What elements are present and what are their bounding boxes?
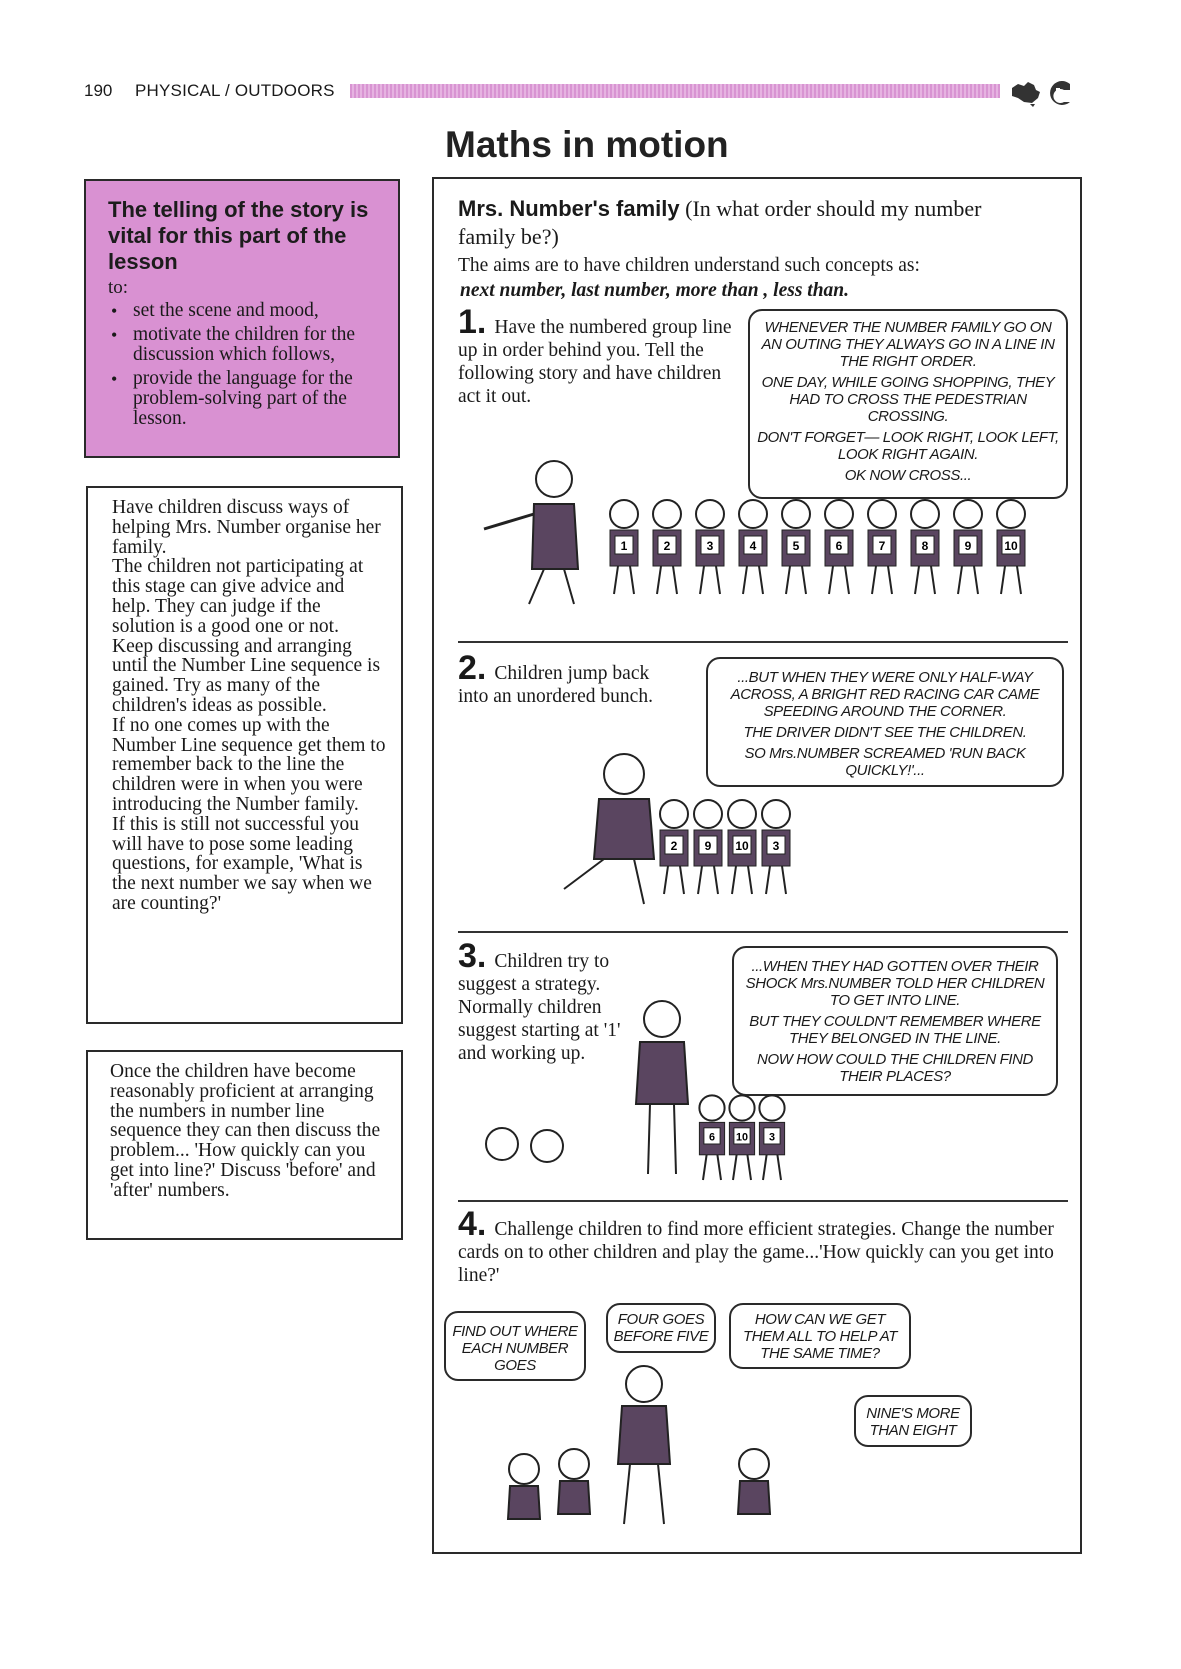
- child-legs: [766, 866, 786, 894]
- child-head: [694, 800, 722, 828]
- child-legs: [743, 566, 763, 594]
- number-card-label: 10: [735, 1131, 749, 1144]
- number-card-label: 1: [620, 539, 628, 553]
- discussion-paragraph: The children not participating at this stage can give advice and help. They can judge if the solution is a good one or not.: [112, 556, 364, 637]
- child-legs: [657, 566, 677, 594]
- bubble-line: BUT THEY COULDN'T REMEMBER WHERE THEY BELONGED IN THE LINE.: [749, 1013, 1041, 1047]
- child-legs: [698, 866, 718, 894]
- discussion-box: [86, 486, 403, 1024]
- concepts-text: next number, last number, more than , less than.: [460, 280, 850, 301]
- number-card-label: 10: [1004, 539, 1018, 553]
- step-number: 4.: [458, 1205, 487, 1243]
- step-4: [458, 1205, 1063, 1287]
- step-description: Children jump back into an unordered bunch.: [458, 663, 653, 707]
- child-with-number-card: [997, 500, 1025, 594]
- section-label: PHYSICAL / OUTDOORS: [135, 81, 335, 100]
- number-card-label: 3: [768, 1131, 776, 1144]
- bubble-line: WHENEVER THE NUMBER FAMILY GO ON AN OUTING THEY ALWAYS GO IN A LINE IN THE RIGHT ORDER.: [761, 319, 1055, 370]
- child-head: [729, 1095, 754, 1120]
- section-divider: [458, 931, 1068, 933]
- number-card-label: 4: [749, 539, 757, 553]
- bubble-line: ONE DAY, WHILE GOING SHOPPING, THEY HAD TO CROSS THE PEDESTRIAN CROSSING.: [761, 374, 1055, 425]
- proficiency-text: Once the children have become reasonably proficient at arranging the numbers in number line sequence they can then discuss the problem... 'How quickly can you get into line?' Discuss 'before' and 'after' numbers.: [110, 1061, 381, 1201]
- child-legs: [700, 566, 720, 594]
- activity-title: Mrs. Number's family: [458, 196, 680, 221]
- aims-text: The aims are to have children understand such concepts as:: [458, 255, 920, 276]
- child-head: [610, 500, 638, 528]
- child-legs: [915, 566, 935, 594]
- child-legs: [786, 566, 806, 594]
- number-card-label: 5: [792, 539, 800, 553]
- step-1: [458, 303, 733, 408]
- child-with-number-card: [739, 500, 767, 594]
- child-legs: [958, 566, 978, 594]
- number-card-label: 9: [704, 839, 712, 853]
- activity-heading: [458, 195, 1018, 251]
- strategy-illustration: [462, 994, 792, 1204]
- child-head: [825, 500, 853, 528]
- child-legs: [733, 1155, 751, 1180]
- child-with-number-card: [660, 800, 688, 894]
- speech-bubble: FOUR GOES BEFORE FIVE: [606, 1303, 716, 1353]
- step-number: 1.: [458, 303, 487, 341]
- page-title: Maths in motion: [445, 124, 729, 165]
- child-legs: [829, 566, 849, 594]
- children-small-line: [699, 1095, 784, 1180]
- step-description: Have the numbered group line up in order behind you. Tell the following story and have children act it out.: [458, 317, 732, 407]
- child-with-number-card: [782, 500, 810, 594]
- child-legs: [1001, 566, 1021, 594]
- child-with-number-card: [699, 1095, 724, 1180]
- number-card-label: 7: [878, 539, 886, 553]
- discussion-paragraph: If this is still not successful you will have to pose some leading questions, for example, 'What is the next number we say when we are counting?': [112, 813, 372, 914]
- child-legs: [763, 1155, 781, 1180]
- sitting-children: [486, 1128, 563, 1162]
- section-divider: [458, 1200, 1068, 1202]
- proficiency-box: [86, 1050, 403, 1240]
- tip-list: [108, 301, 378, 429]
- discussion-paragraph: Keep discussing and arranging until the Number Line sequence is gained. Try as many of the children's ideas as possible.: [112, 635, 381, 716]
- number-card-label: 2: [670, 839, 678, 853]
- tip-box: [84, 179, 400, 458]
- child-with-number-card: [728, 800, 756, 894]
- bubble-line: DON'T FORGET— LOOK RIGHT, LOOK LEFT, LOOK RIGHT AGAIN.: [757, 429, 1059, 463]
- mother-figure: [484, 461, 578, 604]
- step-description: Challenge children to find more efficient strategies. Change the number cards on to other children and play the game...'How quickly can you get into line?': [458, 1219, 1054, 1286]
- bubble-line: ...BUT WHEN THEY WERE ONLY HALF-WAY ACROSS, A BRIGHT RED RACING CAR CAME SPEEDING AROUND THE CORNER.: [730, 669, 1040, 720]
- child-head: [762, 800, 790, 828]
- bubble-line: ...WHEN THEY HAD GOTTEN OVER THEIR SHOCK Mrs.NUMBER TOLD HER CHILDREN TO GET INTO LINE.: [745, 958, 1045, 1009]
- discussion-paragraph: If no one comes up with the Number Line sequence get them to remember back to the line the children were in when you were introducing the Number family.: [112, 714, 386, 815]
- number-card-label: 6: [835, 539, 843, 553]
- child-head: [739, 500, 767, 528]
- number-card-label: 9: [964, 539, 972, 553]
- activity-subtitle: (In what order should my number family be?): [458, 196, 982, 249]
- family-line-illustration: [474, 459, 1064, 609]
- child-with-number-card: [610, 500, 638, 594]
- child-legs: [664, 866, 684, 894]
- discussion-paragraph: Have children discuss ways of helping Mrs. Number organise her family.: [112, 497, 381, 558]
- speech-bubble: NINE'S MORE THAN EIGHT: [854, 1395, 972, 1447]
- tip-heading: The telling of the story is vital for this part of the lesson: [108, 197, 369, 274]
- child-with-number-card: [759, 1095, 784, 1180]
- number-card-label: 3: [706, 539, 714, 553]
- child-head: [660, 800, 688, 828]
- bubble-line: OK NOW CROSS...: [844, 467, 972, 484]
- mother-figure: [618, 1366, 670, 1524]
- challenge-illustration: [494, 1354, 794, 1534]
- child-head: [997, 500, 1025, 528]
- bubble-line: THE DRIVER DIDN'T SEE THE CHILDREN.: [743, 724, 1027, 741]
- child-figure: [508, 1454, 540, 1519]
- child-head: [653, 500, 681, 528]
- child-head: [728, 800, 756, 828]
- speech-bubble: FIND OUT WHERE EACH NUMBER GOES: [444, 1311, 586, 1381]
- number-card-label: 8: [921, 539, 929, 553]
- child-with-number-card: [954, 500, 982, 594]
- child-legs: [872, 566, 892, 594]
- children-bunch: [660, 800, 790, 894]
- children-line: [610, 500, 1025, 594]
- step-2: [458, 649, 678, 708]
- child-figure: [738, 1449, 770, 1514]
- child-with-number-card: [696, 500, 724, 594]
- step-text: [458, 303, 733, 408]
- child-head: [699, 1095, 724, 1120]
- tip-intro: to:: [108, 277, 129, 298]
- child-with-number-card: [694, 800, 722, 894]
- child-with-number-card: [825, 500, 853, 594]
- child-with-number-card: [911, 500, 939, 594]
- step-description: Children try to suggest a strategy. Normally children suggest starting at '1' and working up.: [458, 951, 621, 1064]
- child-legs: [703, 1155, 721, 1180]
- step-number: 2.: [458, 649, 487, 687]
- tip-item: • set the scene and mood,: [133, 301, 378, 321]
- number-card-label: 10: [735, 839, 749, 853]
- child-with-number-card: [762, 800, 790, 894]
- child-with-number-card: [729, 1095, 754, 1180]
- section-divider: [458, 641, 1068, 643]
- child-with-number-card: [868, 500, 896, 594]
- page-number: 190: [84, 81, 113, 100]
- scatter-bunch-illustration: [534, 744, 834, 914]
- speech-bubble: HOW CAN WE GET THEM ALL TO HELP AT THE SAME TIME?: [729, 1303, 911, 1369]
- number-card-label: 6: [708, 1131, 716, 1144]
- step-text: [458, 649, 678, 708]
- activity-box: [432, 177, 1082, 1554]
- number-card-label: 3: [772, 839, 780, 853]
- step-text: [458, 1205, 1063, 1287]
- mother-figure: [636, 1001, 688, 1174]
- number-card-label: 2: [663, 539, 671, 553]
- step-number: 3.: [458, 937, 487, 975]
- child-head: [782, 500, 810, 528]
- header-band: [350, 84, 1000, 98]
- child-with-number-card: [653, 500, 681, 594]
- child-head: [868, 500, 896, 528]
- tip-item: • motivate the children for the discussion which follows,: [133, 325, 378, 365]
- child-legs: [732, 866, 752, 894]
- child-legs: [614, 566, 634, 594]
- child-head: [911, 500, 939, 528]
- bubble-line: SO Mrs.NUMBER SCREAMED 'RUN BACK QUICKLY!'...: [744, 745, 1026, 779]
- child-head: [954, 500, 982, 528]
- australia-map-icon: [1008, 76, 1078, 108]
- tip-item: • provide the language for the problem-solving part of the lesson.: [133, 369, 378, 429]
- child-head: [759, 1095, 784, 1120]
- child-figure: [558, 1449, 590, 1514]
- child-head: [696, 500, 724, 528]
- mother-figure: [564, 754, 654, 904]
- bubble-line: NOW HOW COULD THE CHILDREN FIND THEIR PLACES?: [757, 1051, 1033, 1085]
